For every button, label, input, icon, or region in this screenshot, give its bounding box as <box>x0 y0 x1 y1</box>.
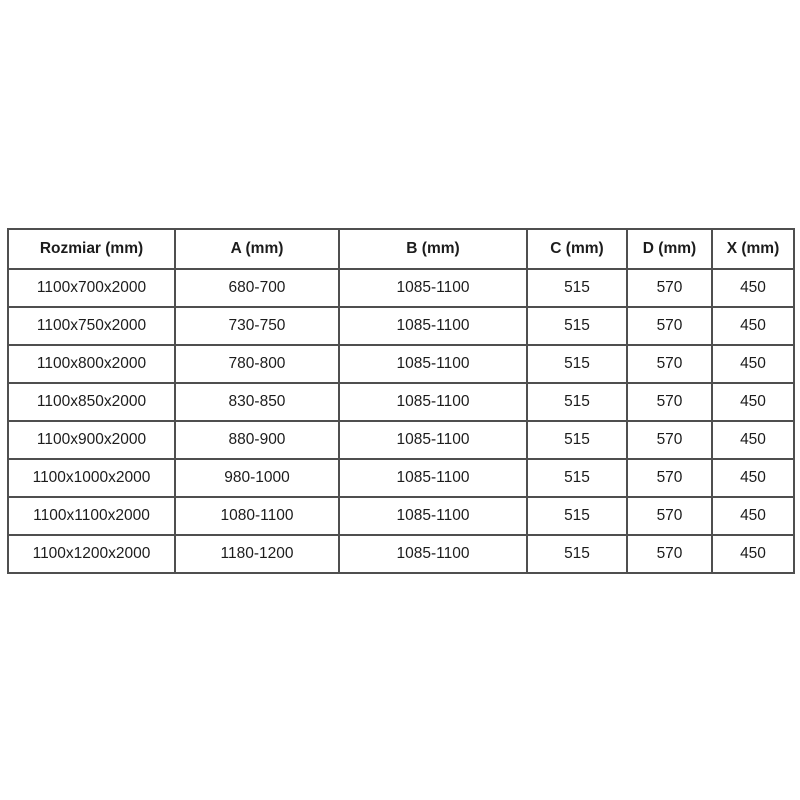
table-cell: 515 <box>527 497 627 535</box>
table-cell: 1085-1100 <box>339 497 527 535</box>
table-cell: 515 <box>527 459 627 497</box>
table-cell: 515 <box>527 421 627 459</box>
table-cell: 570 <box>627 421 712 459</box>
table-row <box>8 535 794 573</box>
table-cell: 780-800 <box>175 345 339 383</box>
table-cell: 1085-1100 <box>339 269 527 307</box>
table-cell: 1085-1100 <box>339 307 527 345</box>
table-cell: 450 <box>712 269 794 307</box>
table-cell: 515 <box>527 535 627 573</box>
table-cell: 1085-1100 <box>339 383 527 421</box>
table-cell: 830-850 <box>175 383 339 421</box>
table-row <box>8 269 794 307</box>
table-cell: 1100x750x2000 <box>8 307 175 345</box>
table-cell: 450 <box>712 497 794 535</box>
table-cell: 570 <box>627 383 712 421</box>
table-cell: 450 <box>712 421 794 459</box>
column-header: B (mm) <box>339 229 527 269</box>
table-row <box>8 307 794 345</box>
table-cell: 1100x1000x2000 <box>8 459 175 497</box>
table-cell: 515 <box>527 307 627 345</box>
table-cell: 1085-1100 <box>339 421 527 459</box>
table-cell: 515 <box>527 269 627 307</box>
column-header: D (mm) <box>627 229 712 269</box>
table-cell: 1100x1200x2000 <box>8 535 175 573</box>
table-row <box>8 421 794 459</box>
table-row <box>8 497 794 535</box>
table-cell: 570 <box>627 345 712 383</box>
table-cell: 980-1000 <box>175 459 339 497</box>
table-cell: 1180-1200 <box>175 535 339 573</box>
table-cell: 1080-1100 <box>175 497 339 535</box>
table-cell: 1100x900x2000 <box>8 421 175 459</box>
table-cell: 515 <box>527 383 627 421</box>
table-row <box>8 345 794 383</box>
table-cell: 570 <box>627 307 712 345</box>
table-cell: 570 <box>627 535 712 573</box>
table-cell: 1085-1100 <box>339 345 527 383</box>
table-cell: 1085-1100 <box>339 535 527 573</box>
table-cell: 730-750 <box>175 307 339 345</box>
table-cell: 450 <box>712 535 794 573</box>
column-header: A (mm) <box>175 229 339 269</box>
table-cell: 450 <box>712 383 794 421</box>
table-cell: 1100x1100x2000 <box>8 497 175 535</box>
table-cell: 515 <box>527 345 627 383</box>
column-header: Rozmiar (mm) <box>8 229 175 269</box>
table-cell: 570 <box>627 497 712 535</box>
table-cell: 880-900 <box>175 421 339 459</box>
table-cell: 450 <box>712 459 794 497</box>
table-cell: 1100x800x2000 <box>8 345 175 383</box>
column-header: X (mm) <box>712 229 794 269</box>
table-cell: 1085-1100 <box>339 459 527 497</box>
table-cell: 570 <box>627 459 712 497</box>
table-cell: 570 <box>627 269 712 307</box>
table-row <box>8 459 794 497</box>
table-cell: 450 <box>712 307 794 345</box>
table-cell: 680-700 <box>175 269 339 307</box>
table-cell: 1100x850x2000 <box>8 383 175 421</box>
table-cell: 450 <box>712 345 794 383</box>
table-header-row <box>8 229 794 269</box>
table-row <box>8 383 794 421</box>
column-header: C (mm) <box>527 229 627 269</box>
table-cell: 1100x700x2000 <box>8 269 175 307</box>
dimensions-table <box>7 228 795 574</box>
